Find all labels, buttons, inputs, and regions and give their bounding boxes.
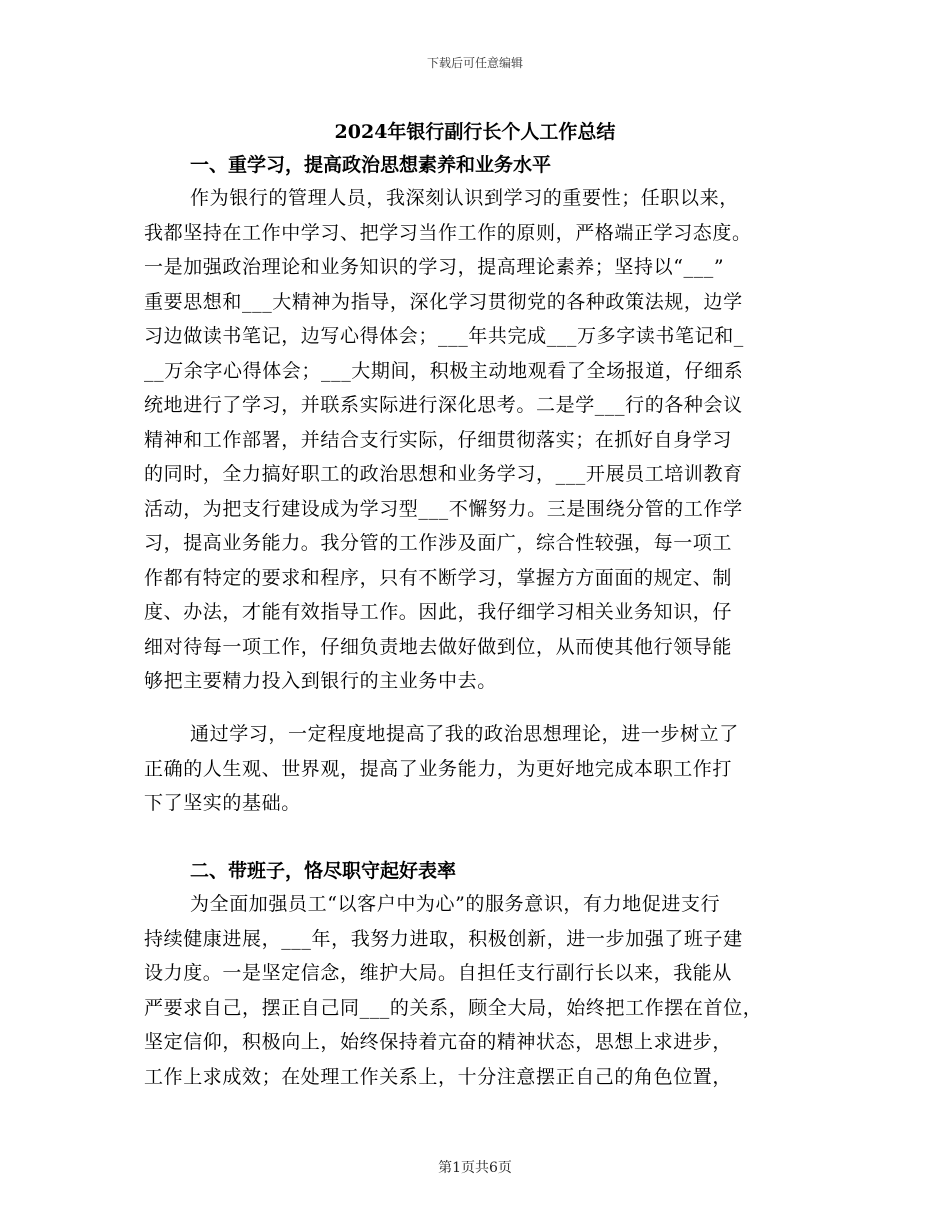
- section-heading-1: 一、重学习，提高政治思想素养和业务水平: [190, 154, 552, 176]
- text-line: 活动，为把支行建设成为学习型___不懈努力。三是围绕分管的工作学: [144, 497, 743, 520]
- text-line: 严要求自己，摆正自己同___的关系，顾全大局，始终把工作摆在首位，: [144, 996, 763, 1019]
- text-line: 正确的人生观、世界观，提高了业务能力，为更好地完成本职工作打: [144, 757, 733, 780]
- text-line: 通过学习，一定程度地提高了我的政治思想理论，进一步树立了: [190, 723, 739, 745]
- text-line: 重要思想和___大精神为指导，深化学习贯彻党的各种政策法规，边学: [144, 290, 743, 313]
- text-line: 下了坚实的基础。: [144, 792, 301, 814]
- text-line: 度、办法，才能有效指导工作。因此，我仔细学习相关业务知识，仔: [144, 601, 733, 623]
- text-line: 工作上求成效；在处理工作关系上，十分注意摆正自己的角色位置，: [144, 1065, 733, 1088]
- text-line: 精神和工作部署，并结合支行实际，仔细贯彻落实；在抓好自身学习: [144, 428, 733, 451]
- text-line: 习，提高业务能力。我分管的工作涉及面广，综合性较强，每一项工: [144, 532, 733, 554]
- text-line: 作为银行的管理人员，我深刻认识到学习的重要性；任职以来，: [190, 187, 739, 209]
- text-line: 细对待每一项工作，仔细负责地去做好做到位，从而使其他行领导能: [144, 635, 733, 658]
- section-heading-2: 二、带班子，恪尽职守起好表率: [190, 860, 457, 882]
- text-line: 的同时，全力搞好职工的政治思想和业务学习，___开展员工培训教育: [144, 463, 743, 485]
- text-line: 设力度。一是坚定信念，维护大局。自担任支行副行长以来，我能从: [144, 962, 733, 984]
- header-note: 下载后可任意编辑: [426, 56, 523, 70]
- section-1-paragraph-2: [144, 717, 814, 821]
- text-line: 习边做读书笔记，边写心得体会；___年共完成___万多字读书笔记和_: [144, 325, 744, 347]
- text-line: 够把主要精力投入到银行的主业务中去。: [144, 670, 497, 692]
- text-line: 坚定信仰，积极向上，始终保持着亢奋的精神状态，思想上求进步，: [144, 1031, 733, 1053]
- document-title: 2024年银行副行长个人工作总结: [334, 121, 616, 143]
- text-line: 作都有特定的要求和程序，只有不断学习，掌握方方面面的规定、制: [144, 566, 733, 589]
- section-1-paragraph-1: [144, 181, 814, 699]
- text-line: 持续健康进展，___年，我努力进取，积极创新，进一步加强了班子建: [144, 927, 743, 950]
- text-line: 统地进行了学习，并联系实际进行深化思考。二是学___行的各种会议: [144, 394, 743, 416]
- text-line: 为全面加强员工“以客户中为心”的服务意识，有力地促进支行: [190, 893, 721, 915]
- text-line: 一是加强政治理论和业务知识的学习，提高理论素养；坚持以“___”: [144, 256, 725, 278]
- text-line: __万余字心得体会；___大期间，积极主动地观看了全场报道，仔细系: [144, 359, 744, 382]
- page-footer: 第1页共6页: [438, 1160, 512, 1176]
- text-line: 我都坚持在工作中学习、把学习当作工作的原则，严格端正学习态度。: [144, 221, 752, 244]
- section-2-paragraph-1: [144, 887, 814, 1094]
